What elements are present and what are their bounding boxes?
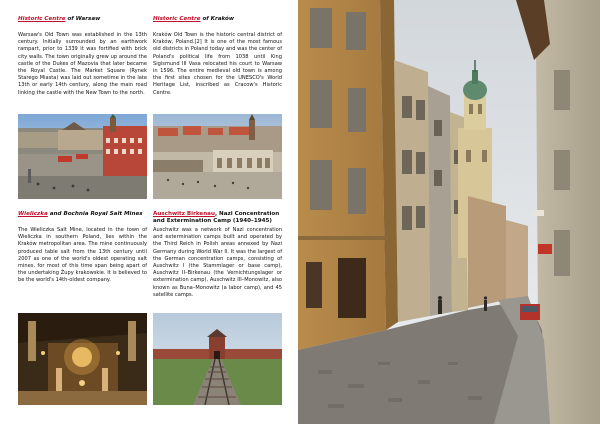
auschwitz-section <box>153 211 282 299</box>
krakow-section <box>153 16 282 97</box>
warsaw-body: Warsaw's Old Town was established in the 13th century. Initially surrounded by an earthwork rampart, prior to 1339 it was fortified with brick city walls. The town originally grew up around the castle of the Dukes of Mazovia that later became the Royal Castle. The Market Square (Rynek Starego Miasta) was laid out sometime in the late 13th or early 14th century, along the main road linking the castle with the New Town to the north. <box>18 32 147 96</box>
auschwitz-birkenau-photo <box>153 313 282 405</box>
auschwitz-heading-rest: , Nazi Concentration and Extermination Camp (1940–1945) <box>153 211 280 224</box>
wieliczka-body: The Wieliczka Salt Mine, located in the town of Wieliczka in southern Poland, lies within the Kraków metropolitan area. The mine continuously produced table salt from the 13th century until 2007 as one of the world's oldest operating salt mines, for most of this time span being apart of the undertaking Żupy krakowskie. It is believed to be the world's 14th-oldest company. <box>18 227 147 284</box>
krakow-heading <box>153 16 282 32</box>
wieliczka-section <box>18 211 147 285</box>
wieliczka-heading-link[interactable]: Wieliczka <box>18 211 48 217</box>
krakow-body: Kraków Old Town is the historic central district of Kraków, Poland.[2] It is one of the most famous old districts in Poland today and was the center of Poland's political life from 1038 until King Sigismund III Vasa relocated his court to Warsaw in 1596. The entire medieval old town is among the first sites chosen for the UNESCO's World Heritage List, inscribed as Cracow's Historic Centre. <box>153 32 282 96</box>
wieliczka-heading-rest: and Bochnia Royal Salt Mines <box>47 211 143 217</box>
warsaw-heading-rest: of Warsaw <box>65 16 101 22</box>
krakow-market-square-photo <box>153 114 282 199</box>
wieliczka-salt-mine-photo <box>18 313 147 405</box>
warsaw-heading <box>18 16 147 32</box>
warsaw-heading-link[interactable]: Historic Centre <box>18 16 66 22</box>
auschwitz-body: Auschwitz was a network of Nazi concentration and extermination camps built and operated by the Third Reich in Polish areas annexed by Nazi Germany during World War II. It was the largest of the German concentration camps, consisting of Auschwitz I (the Stammlager or base camp), Auschwitz II–Birkenau (the Vernichtungslager or extermination camp), Auschwitz III–Monowitz, also known as Buna–Monowitz (a labor camp), and 45 satellite camps. <box>153 227 282 298</box>
wieliczka-heading <box>18 211 147 227</box>
krakow-heading-rest: of Kraków <box>200 16 235 22</box>
left-page <box>0 0 298 424</box>
warsaw-old-town-photo <box>18 114 147 199</box>
warsaw-street-photo <box>298 0 600 424</box>
right-page <box>298 0 600 424</box>
krakow-heading-link[interactable]: Historic Centre <box>153 16 201 22</box>
auschwitz-heading <box>153 211 282 227</box>
warsaw-section <box>18 16 147 97</box>
auschwitz-heading-link[interactable]: Auschwitz Birkenau <box>153 211 215 217</box>
